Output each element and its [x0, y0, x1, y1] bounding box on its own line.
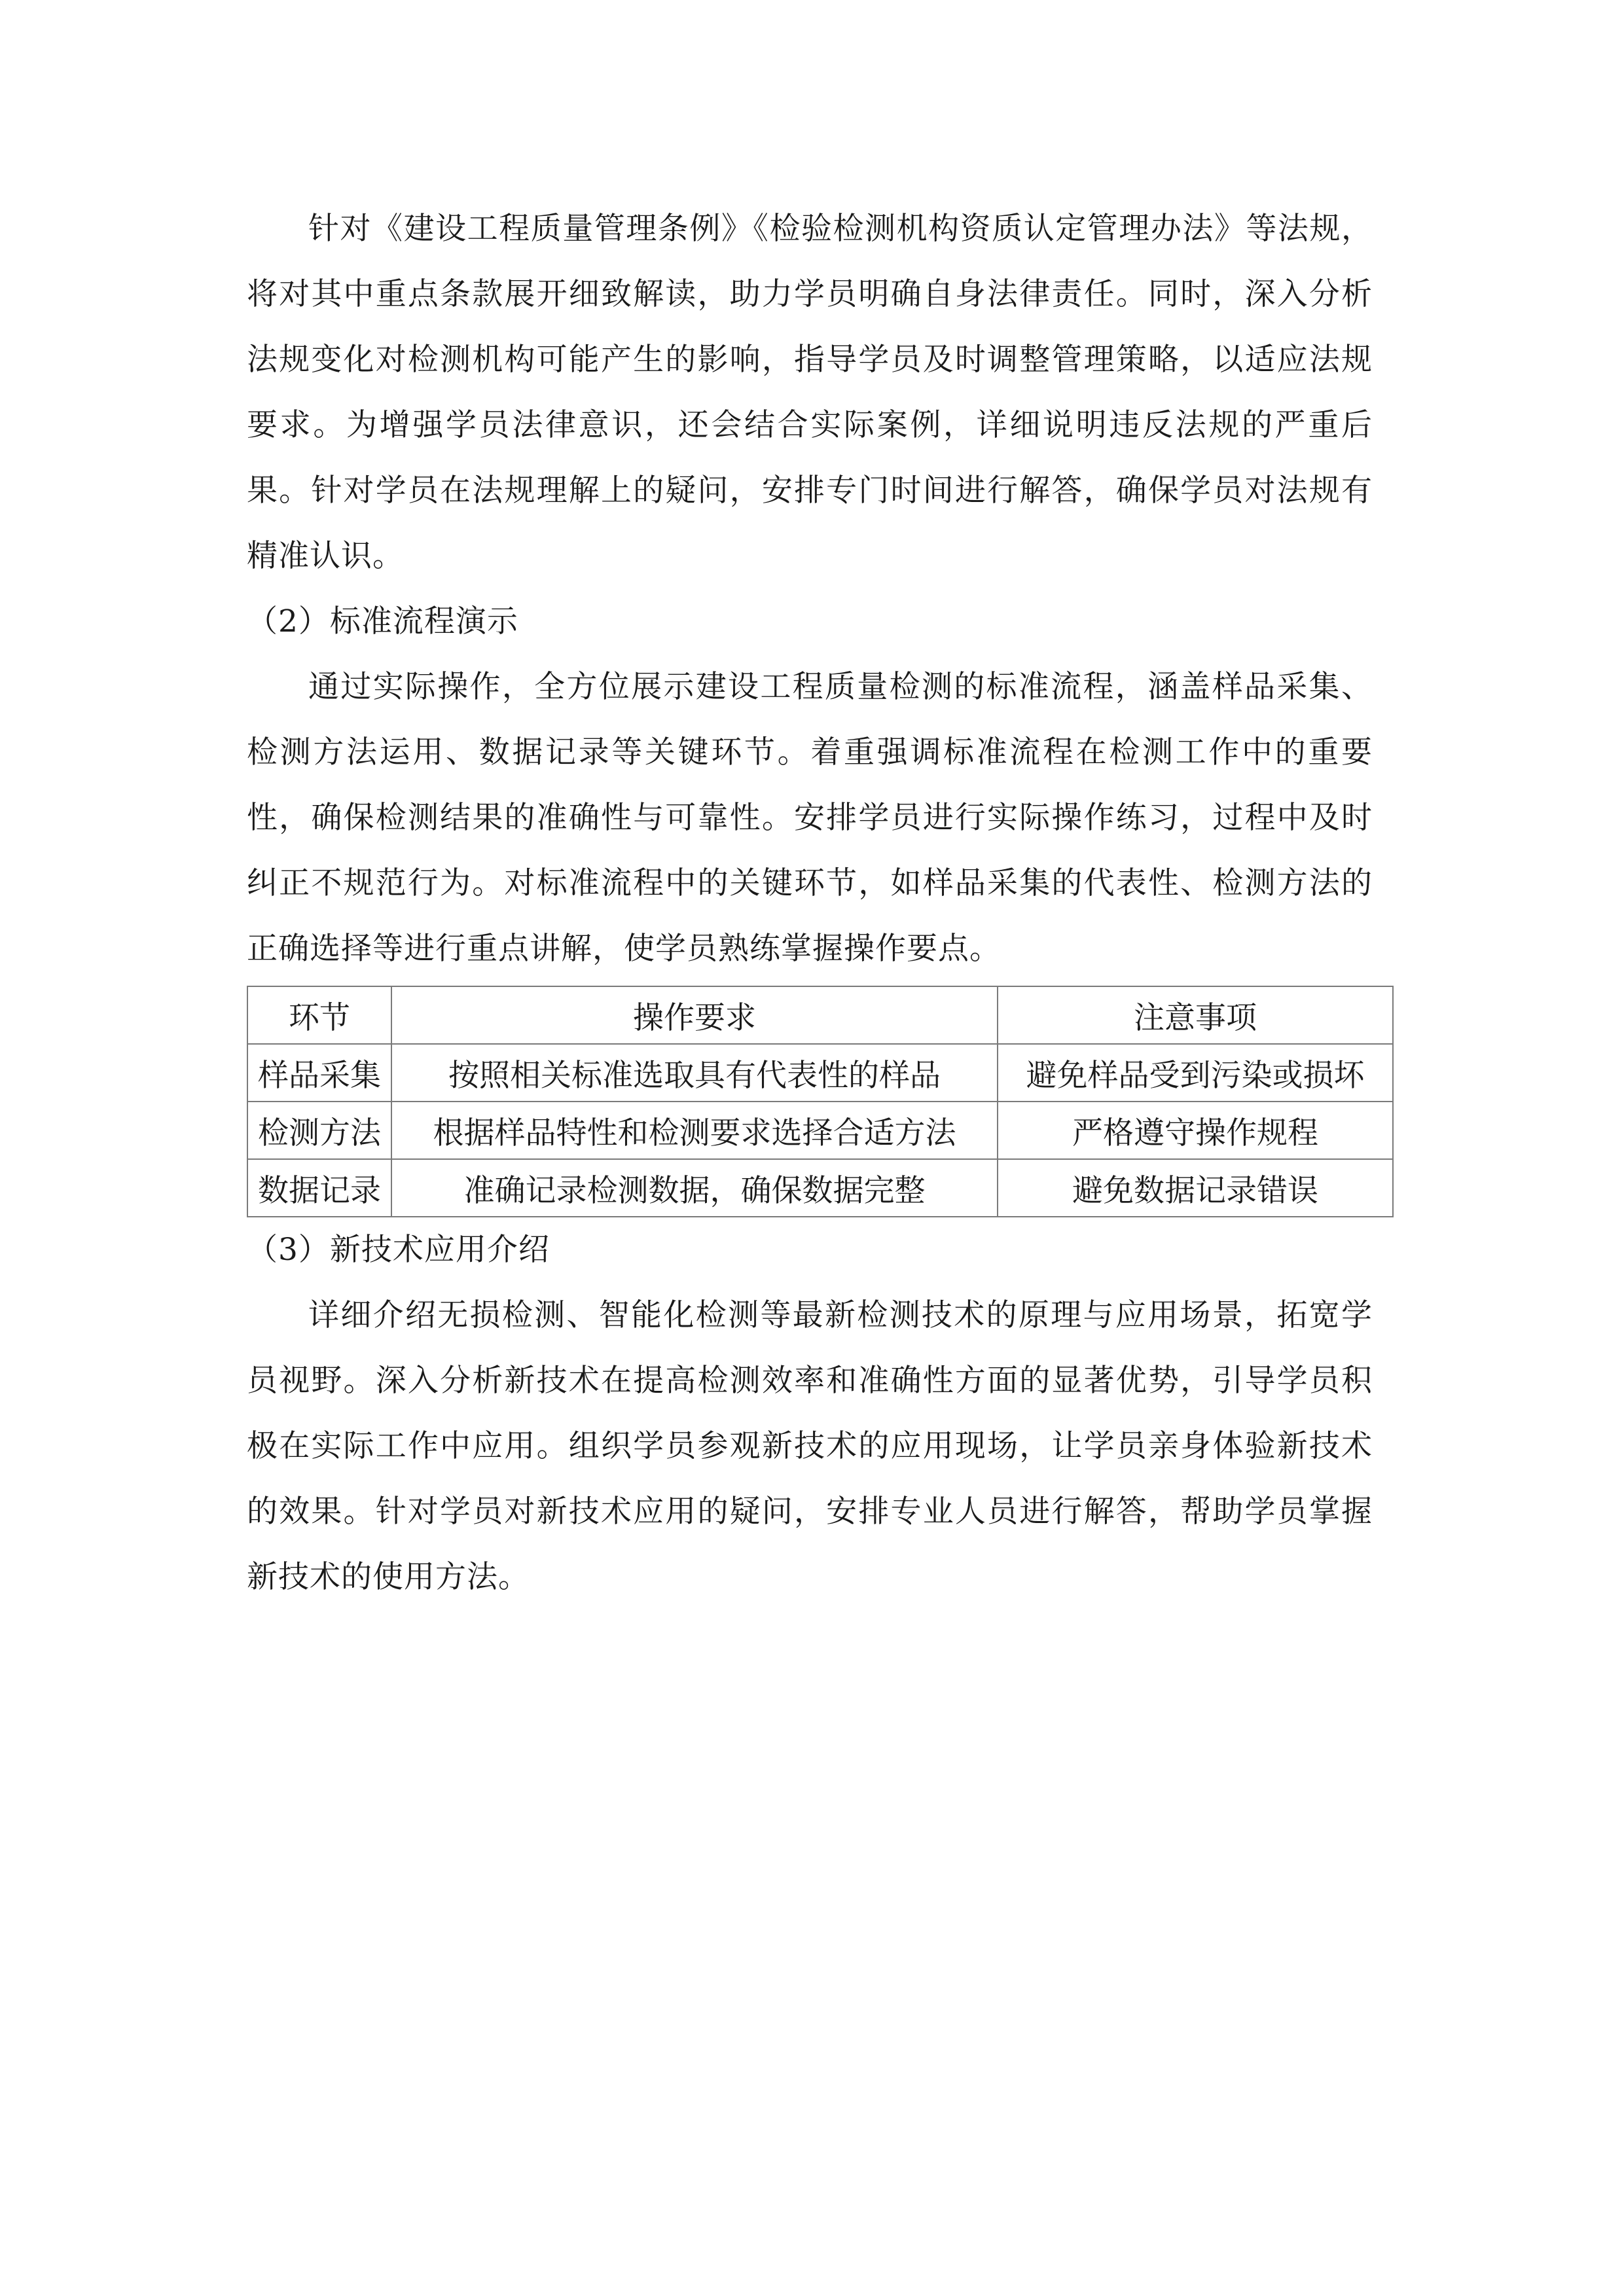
table-row [247, 1044, 1393, 1102]
table-cell: 数据记录 [247, 1159, 391, 1217]
table-cell: 避免样品受到污染或损坏 [998, 1044, 1393, 1102]
process-steps-table [247, 986, 1394, 1217]
table-row [247, 1102, 1393, 1159]
paragraph-regulations: 针对《建设工程质量管理条例》《检验检测机构资质认定管理办法》等法规，将对其中重点条款展开细致解读，助力学员明确自身法律责任。同时，深入分析法规变化对检测机构可能产生的影响，指导学员及时调整管理策略，以适应法规要求。为增强学员法律意识，还会结合实际案例，详细说明违反法规的严重后果。针对学员在法规理解上的疑问，安排专门时间进行解答，确保学员对法规有精准认识。 [247, 211, 1373, 574]
table-cell: 准确记录检测数据，确保数据完整 [391, 1159, 998, 1217]
paragraph-standard-process: 通过实际操作，全方位展示建设工程质量检测的标准流程，涵盖样品采集、检测方法运用、数据记录等关键环节。着重强调标准流程在检测工作中的重要性，确保检测结果的准确性与可靠性。安排学员进行实际操作练习，过程中及时纠正不规范行为。对标准流程中的关键环节，如样品采集的代表性、检测方法的正确选择等进行重点讲解，使学员熟练掌握操作要点。 [247, 669, 1373, 967]
table-cell: 避免数据记录错误 [998, 1159, 1393, 1217]
table-cell: 严格遵守操作规程 [998, 1102, 1393, 1159]
table-row [247, 1159, 1393, 1217]
paragraph-new-technology: 详细介绍无损检测、智能化检测等最新检测技术的原理与应用场景，拓宽学员视野。深入分析新技术在提高检测效率和准确性方面的显著优势，引导学员积极在实际工作中应用。组织学员参观新技术的应用现场，让学员亲身体验新技术的效果。针对学员对新技术应用的疑问，安排专业人员进行解答，帮助学员掌握新技术的使用方法。 [247, 1297, 1373, 1595]
heading-new-technology: （3）新技术应用介绍 [247, 1232, 550, 1268]
table-cell: 根据样品特性和检测要求选择合适方法 [391, 1102, 998, 1159]
document-content [247, 196, 1373, 1610]
table-header-cell: 操作要求 [391, 986, 998, 1044]
table-header-row [247, 986, 1393, 1044]
heading-standard-process: （2）标准流程演示 [247, 603, 518, 639]
table-header-cell: 注意事项 [998, 986, 1393, 1044]
table-header-cell: 环节 [247, 986, 391, 1044]
table-cell: 样品采集 [247, 1044, 391, 1102]
table-cell: 按照相关标准选取具有代表性的样品 [391, 1044, 998, 1102]
table-cell: 检测方法 [247, 1102, 391, 1159]
